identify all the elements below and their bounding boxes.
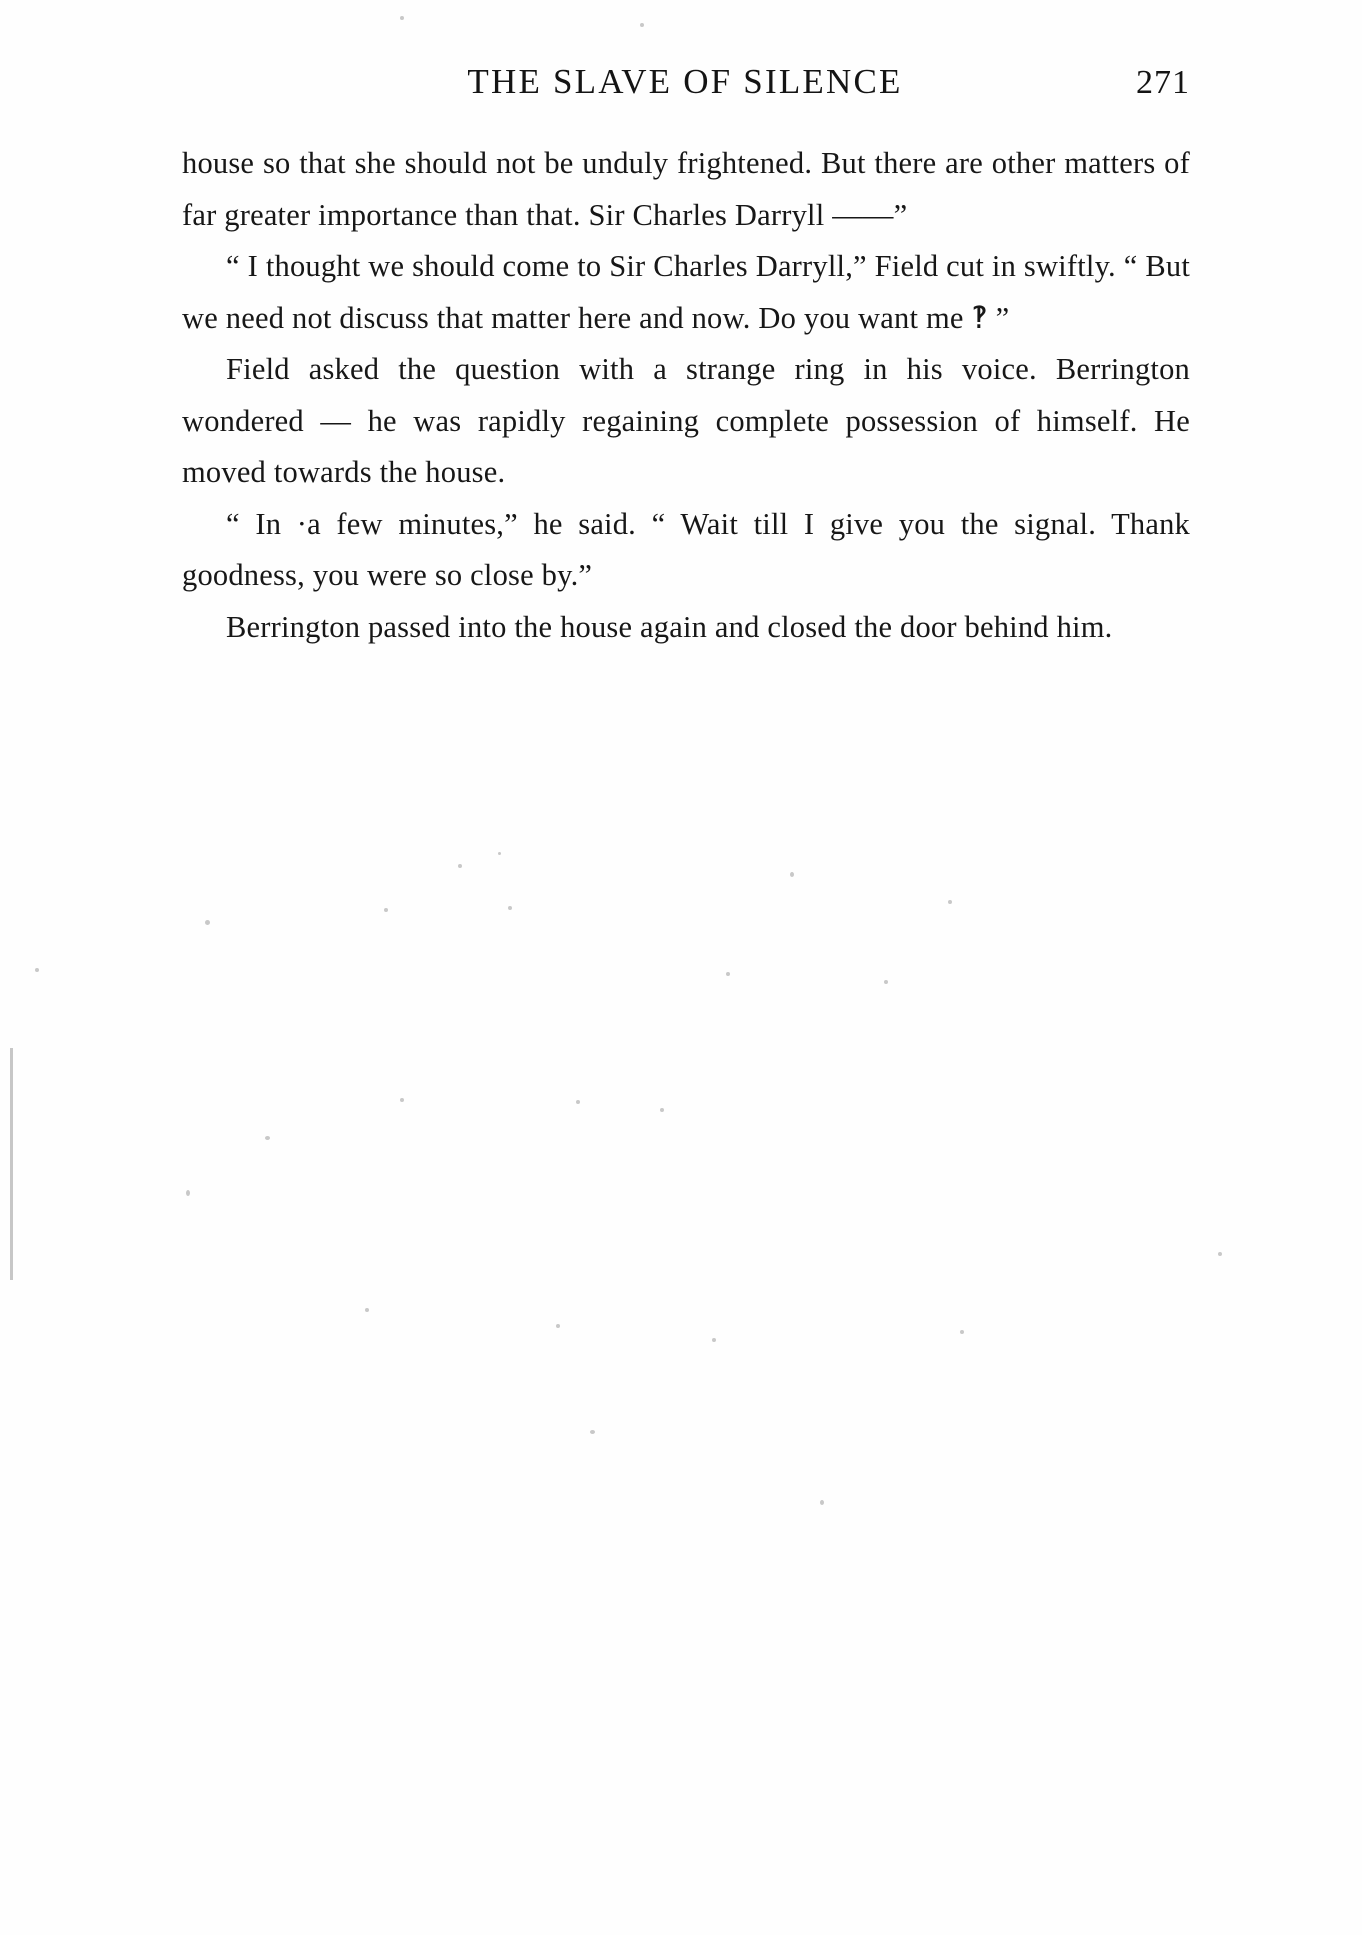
- scan-speck: [384, 908, 388, 912]
- paragraph: Field asked the question with a strange ring in his voice. Berrington wondered — he was rapidly regaining complete possession of himself. He moved towards the house.: [182, 352, 1190, 489]
- scan-speck: [265, 1136, 270, 1140]
- scan-speck: [400, 1098, 404, 1102]
- scan-speck: [640, 23, 644, 27]
- scan-speck: [948, 900, 952, 904]
- scan-speck: [556, 1324, 560, 1328]
- scan-speck: [508, 906, 512, 910]
- scan-edge-artifact: [10, 1048, 13, 1280]
- scan-speck: [576, 1100, 580, 1104]
- scan-speck: [35, 968, 39, 972]
- scan-speck: [660, 1108, 664, 1112]
- page-number: 271: [1136, 64, 1190, 101]
- scan-speck: [590, 1430, 595, 1434]
- scan-speck: [498, 852, 501, 855]
- running-head: [180, 62, 1190, 114]
- scan-speck: [458, 864, 462, 868]
- scan-speck: [790, 872, 794, 877]
- scan-speck: [205, 920, 210, 925]
- paragraph: “ In ·a few minutes,” he said. “ Wait till I give you the signal. Thank goodness, you were so close by.”: [182, 506, 1190, 592]
- scan-speck: [365, 1308, 369, 1312]
- scan-speck: [1218, 1252, 1222, 1256]
- scan-speck: [712, 1338, 716, 1342]
- scan-speck: [960, 1330, 964, 1334]
- scan-speck: [726, 972, 730, 976]
- body-text: [182, 138, 1190, 653]
- scan-speck: [820, 1500, 824, 1505]
- paragraph: house so that she should not be unduly frightened. But there are other matters of far greater importance than that. Sir Charles Darryll ——”: [182, 146, 1190, 232]
- paragraph: Berrington passed into the house again and closed the door behind him.: [226, 609, 1113, 644]
- scan-speck: [400, 16, 404, 20]
- scan-speck: [884, 980, 888, 984]
- scan-speck: [186, 1190, 190, 1196]
- page-title: THE SLAVE OF SILENCE: [467, 62, 903, 101]
- paragraph: “ I thought we should come to Sir Charles Darryll,” Field cut in swiftly. “ But we need not discuss that matter here and now. Do you want me ‽ ”: [182, 249, 1190, 335]
